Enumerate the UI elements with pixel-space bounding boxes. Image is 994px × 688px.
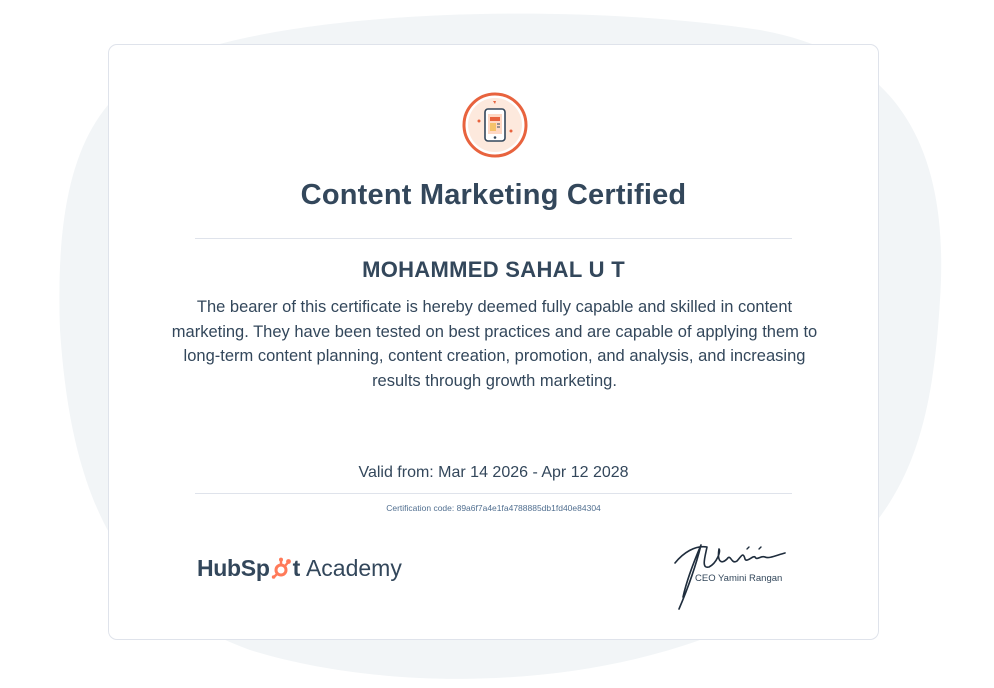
hubspot-wordmark	[197, 555, 300, 582]
certificate-title: Content Marketing Certified	[300, 179, 687, 211]
content-marketing-badge-icon	[461, 91, 529, 159]
signer-title: CEO Yamini Rangan	[695, 573, 783, 584]
certificate-card	[108, 44, 879, 640]
hubspot-academy-logo	[197, 551, 402, 585]
validity-dates: Valid from: Mar 14 2026 - Apr 12 2028	[358, 464, 629, 481]
logo-product: Academy	[305, 554, 402, 581]
certification-code: Certification code: 89a6f7a4e1fa4788885db1fd40e84304	[386, 503, 601, 513]
logo-suffix: t	[292, 554, 300, 581]
title-divider	[195, 238, 792, 239]
logo-prefix: HubSp	[197, 554, 270, 581]
recipient-name: MOHAMMED SAHAL U T	[362, 257, 625, 282]
certificate-description: The bearer of this certificate is hereby deemed fully capable and skilled in content marketing. They have been tested on best practices and are capable of applying them to long-term content planning, content creation, promotion, and analysis, and increasing results through growth marketing.	[171, 298, 818, 390]
sprocket-icon	[271, 557, 293, 579]
validity-divider	[195, 493, 792, 494]
